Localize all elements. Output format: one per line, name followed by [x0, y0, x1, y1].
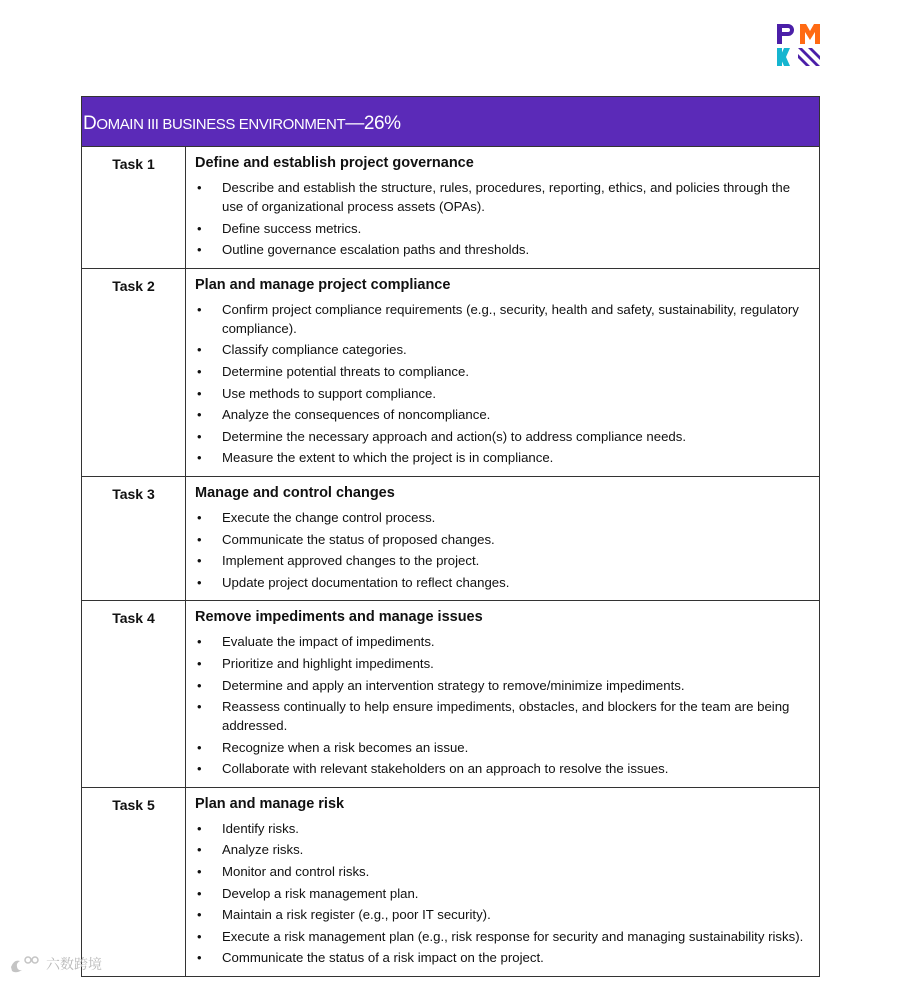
- task-item: • Outline governance escalation paths and thresholds.: [195, 240, 807, 259]
- task-item: • Develop a risk management plan.: [195, 884, 807, 903]
- task-body: [186, 788, 819, 976]
- task-item: • Communicate the status of proposed changes.: [195, 530, 807, 549]
- task-item: • Analyze the consequences of noncompliance.: [195, 405, 807, 424]
- pmi-logo: [776, 22, 822, 68]
- task-item-list: [195, 178, 807, 259]
- task-item: • Reassess continually to help ensure impediments, obstacles, and blockers for the team are being addressed.: [195, 697, 807, 735]
- task-body: [186, 269, 819, 476]
- task-item: • Implement approved changes to the project.: [195, 551, 807, 570]
- task-item: • Monitor and control risks.: [195, 862, 807, 881]
- task-label: Task 2: [82, 269, 186, 476]
- watermark: [8, 952, 102, 976]
- task-item: • Use methods to support compliance.: [195, 384, 807, 403]
- domain-banner: [82, 97, 819, 147]
- task-item: • Determine and apply an intervention strategy to remove/minimize impediments.: [195, 676, 807, 695]
- task-item: • Confirm project compliance requirements (e.g., security, health and safety, sustainability, regulatory compliance).: [195, 300, 807, 338]
- task-row: [82, 269, 819, 477]
- task-item: • Collaborate with relevant stakeholders on an approach to resolve the issues.: [195, 759, 807, 778]
- task-item: • Describe and establish the structure, rules, procedures, reporting, ethics, and policies through the use of organizational process assets (OPAs).: [195, 178, 807, 216]
- task-item: • Define success metrics.: [195, 219, 807, 238]
- task-item: • Maintain a risk register (e.g., poor IT security).: [195, 905, 807, 924]
- domain-table: [81, 96, 820, 977]
- task-row: [82, 147, 819, 269]
- task-item-list: [195, 508, 807, 592]
- task-item: • Prioritize and highlight impediments.: [195, 654, 807, 673]
- task-item: • Execute the change control process.: [195, 508, 807, 527]
- task-title: Plan and manage project compliance: [195, 276, 451, 293]
- task-label: Task 5: [82, 788, 186, 976]
- watermark-text: 六数跨境: [46, 956, 102, 972]
- task-body: [186, 147, 819, 268]
- task-title: Define and establish project governance: [195, 155, 474, 171]
- task-body: [186, 477, 819, 600]
- task-item: • Update project documentation to reflect changes.: [195, 573, 807, 592]
- task-item: • Identify risks.: [195, 819, 807, 838]
- task-item-list: [195, 632, 807, 778]
- domain-title: DOMAIN III BUSINESS ENVIRONMENT—26%: [83, 113, 401, 134]
- task-item: • Recognize when a risk becomes an issue.: [195, 738, 807, 757]
- task-label: Task 3: [82, 477, 186, 600]
- task-rows: [82, 147, 819, 976]
- task-item: • Evaluate the impact of impediments.: [195, 632, 807, 651]
- task-item: • Measure the extent to which the project is in compliance.: [195, 448, 807, 467]
- task-title: Remove impediments and manage issues: [195, 609, 483, 626]
- task-item: • Execute a risk management plan (e.g., risk response for security and managing sustainability risks).: [195, 927, 807, 946]
- task-label: Task 1: [82, 147, 186, 268]
- task-item-list: [195, 819, 807, 968]
- task-item: • Analyze risks.: [195, 840, 807, 859]
- task-item-list: [195, 300, 807, 468]
- task-body: [186, 601, 819, 787]
- task-label: Task 4: [82, 601, 186, 787]
- task-title: Manage and control changes: [195, 484, 395, 501]
- task-item: • Communicate the status of a risk impact on the project.: [195, 948, 807, 967]
- task-row: [82, 477, 819, 601]
- task-row: [82, 788, 819, 976]
- watermark-logo-icon: [8, 953, 42, 975]
- task-item: • Determine the necessary approach and action(s) to address compliance needs.: [195, 427, 807, 446]
- task-row: [82, 601, 819, 788]
- task-item: • Determine potential threats to compliance.: [195, 362, 807, 381]
- task-title: Plan and manage risk: [195, 795, 345, 812]
- task-item: • Classify compliance categories.: [195, 340, 807, 359]
